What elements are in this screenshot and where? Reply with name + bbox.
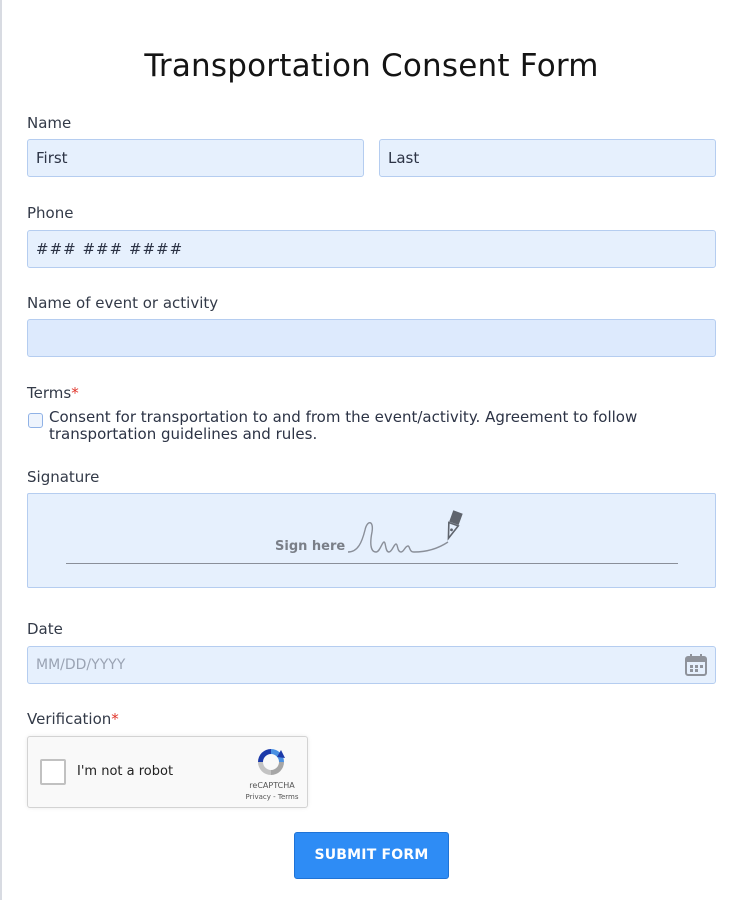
recaptcha-brand: reCAPTCHA (249, 781, 295, 790)
date-label: Date (27, 620, 63, 638)
date-placeholder: MM/DD/YYYY (36, 657, 126, 673)
terms-text: Consent for transportation to and from the event/activity. Agreement to follow transportation guidelines and rules. (49, 408, 638, 443)
signature-label: Signature (27, 468, 100, 486)
submit-button[interactable]: SUBMIT FORM (294, 832, 449, 879)
terms-label (27, 384, 79, 402)
terms-label-text: Terms (27, 384, 72, 402)
first-name-input[interactable]: First (27, 139, 364, 177)
signature-line (66, 563, 678, 564)
verification-label-text: Verification (27, 710, 112, 728)
recaptcha-checkbox[interactable] (40, 759, 66, 785)
verification-label (27, 710, 119, 728)
event-label: Name of event or activity (27, 294, 219, 312)
page-left-border (0, 0, 2, 900)
name-label: Name (27, 114, 72, 132)
pen-icon (348, 506, 478, 566)
recaptcha-label: I'm not a robot (77, 764, 174, 779)
phone-label: Phone (27, 204, 74, 222)
terms-checkbox[interactable] (28, 413, 43, 428)
required-mark: * (111, 710, 119, 728)
calendar-icon[interactable] (685, 654, 707, 676)
date-input[interactable] (27, 646, 716, 684)
recaptcha-logo-icon (255, 746, 287, 778)
phone-input[interactable]: ### ### #### (27, 230, 716, 268)
signature-hint: Sign here (275, 539, 346, 554)
form-title: Transportation Consent Form (144, 48, 599, 84)
signature-pad[interactable] (27, 493, 716, 588)
recaptcha-links[interactable]: Privacy - Terms (245, 793, 299, 801)
event-input[interactable] (27, 319, 716, 357)
recaptcha-widget (27, 736, 308, 808)
required-mark: * (71, 384, 79, 402)
last-name-input[interactable]: Last (379, 139, 716, 177)
